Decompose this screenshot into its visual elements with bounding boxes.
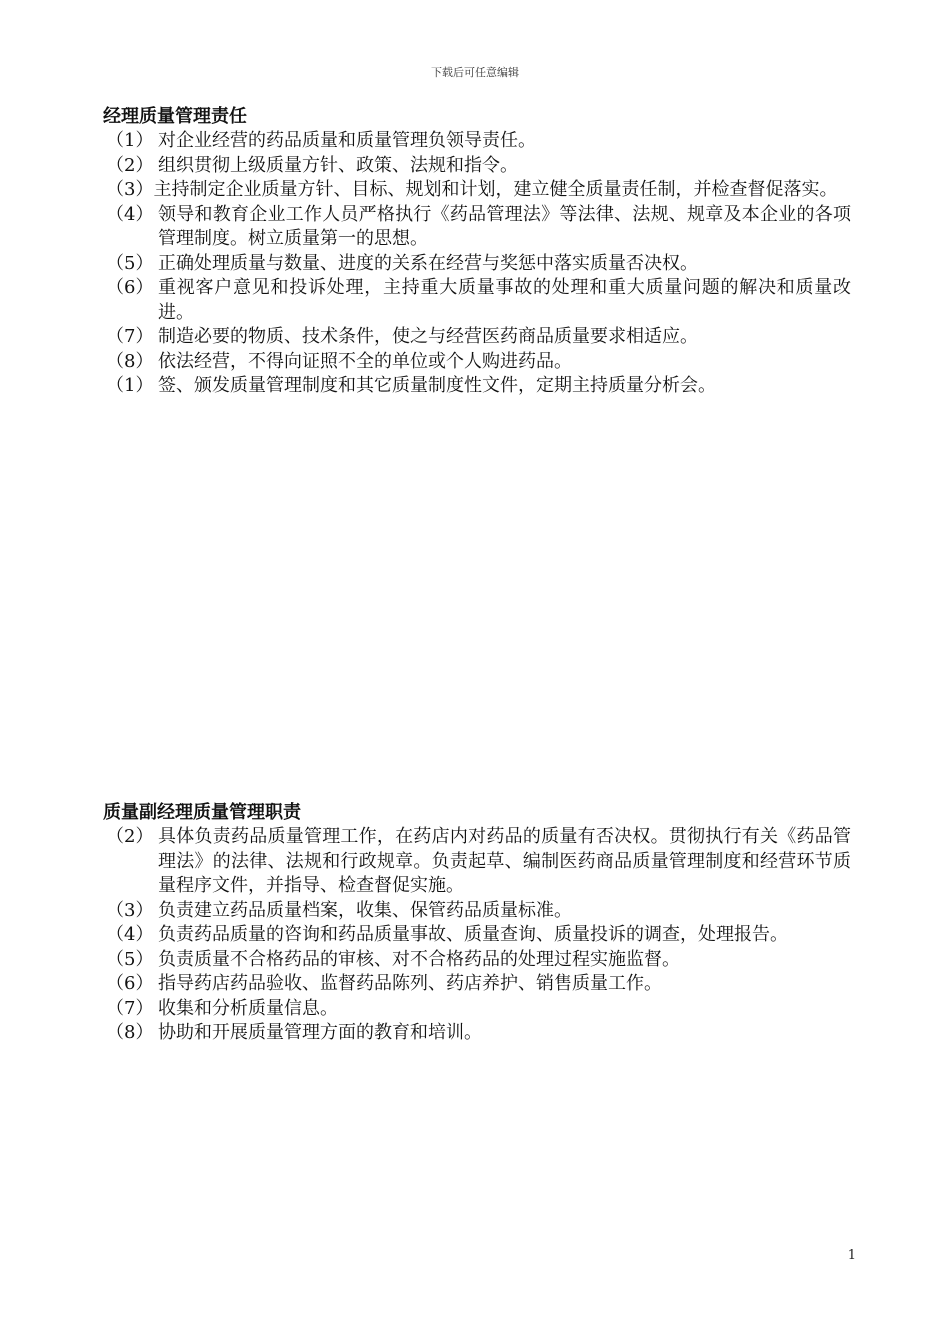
item-text: 协助和开展质量管理方面的教育和培训。 (158, 1022, 482, 1043)
item-text: 指导药店药品验收、监督药品陈列、药店养护、销售质量工作。 (158, 973, 662, 994)
item-list (103, 129, 851, 399)
item-text: 负责质量不合格药品的审核、对不合格药品的处理过程实施监督。 (158, 948, 680, 970)
item-text: 主持制定企业质量方针、目标、规划和计划，建立健全质量责任制，并检查督促落实。 (153, 179, 838, 200)
item-number: （1） (106, 375, 154, 396)
list-item (103, 178, 851, 203)
item-number: （8） (106, 1022, 154, 1043)
list-item (103, 350, 851, 375)
item-text: 负责药品质量的咨询和药品质量事故、质量查询、质量投诉的调查，处理报告。 (158, 924, 788, 945)
item-text: 组织贯彻上级质量方针、政策、法规和指令。 (158, 154, 518, 176)
item-number: （4） (106, 924, 154, 945)
item-number: （8） (106, 350, 154, 372)
item-text: 负责建立药品质量档案，收集、保管药品质量标准。 (158, 899, 572, 921)
section-quality-deputy-duties (103, 801, 851, 1046)
list-item (103, 129, 851, 154)
section-title: 经理质量管理责任 (103, 106, 247, 127)
item-number: （2） (106, 826, 154, 847)
item-number: （3） (106, 179, 154, 200)
list-item (103, 997, 851, 1022)
item-number: （6） (106, 277, 154, 298)
list-item (103, 252, 851, 277)
item-text: 对企业经营的药品质量和质量管理负领导责任。 (158, 130, 536, 151)
item-text: 领导和教育企业工作人员严格执行《药品管理法》等法律、法规、规章及本企业的各项管理制度。树立质量第一的思想。 (158, 203, 851, 249)
item-text: 收集和分析质量信息。 (158, 997, 338, 1019)
item-number: （7） (106, 997, 154, 1019)
item-number: （1） (106, 130, 154, 151)
item-text: 依法经营，不得向证照不全的单位或个人购进药品。 (158, 350, 572, 372)
list-item (103, 825, 851, 899)
item-number: （5） (106, 252, 154, 274)
section-manager-responsibility (103, 105, 851, 399)
list-item (103, 325, 851, 350)
list-item (103, 1021, 851, 1046)
item-list (103, 825, 851, 1046)
item-text: 具体负责药品质量管理工作，在药店内对药品的质量有否决权。贯彻执行有关《药品管理法》的法律、法规和行政规章。负责起草、编制医药商品质量管理制度和经营环节质量程序文件，并指导、检查督促实施。 (158, 826, 851, 896)
list-item (103, 923, 851, 948)
item-text: 重视客户意见和投诉处理，主持重大质量事故的处理和重大质量问题的解决和质量改进。 (158, 277, 851, 323)
list-item (103, 154, 851, 179)
item-number: （4） (106, 203, 154, 225)
item-number: （3） (106, 899, 154, 921)
item-number: （7） (106, 326, 154, 347)
page-number: 1 (847, 1248, 856, 1263)
page-header: 下载后可任意编辑 (431, 66, 519, 79)
list-item (103, 276, 851, 325)
item-number: （6） (106, 973, 154, 994)
item-text: 正确处理质量与数量、进度的关系在经营与奖惩中落实质量否决权。 (158, 252, 698, 274)
list-item (103, 203, 851, 252)
item-number: （5） (106, 948, 154, 970)
list-item (103, 948, 851, 973)
item-number: （2） (106, 154, 154, 176)
item-text: 制造必要的物质、技术条件，使之与经营医药商品质量要求相适应。 (158, 326, 698, 347)
list-item (103, 374, 851, 399)
item-text: 签、颁发质量管理制度和其它质量制度性文件，定期主持质量分析会。 (158, 375, 716, 396)
list-item (103, 972, 851, 997)
section-title: 质量副经理质量管理职责 (103, 802, 301, 823)
list-item (103, 899, 851, 924)
